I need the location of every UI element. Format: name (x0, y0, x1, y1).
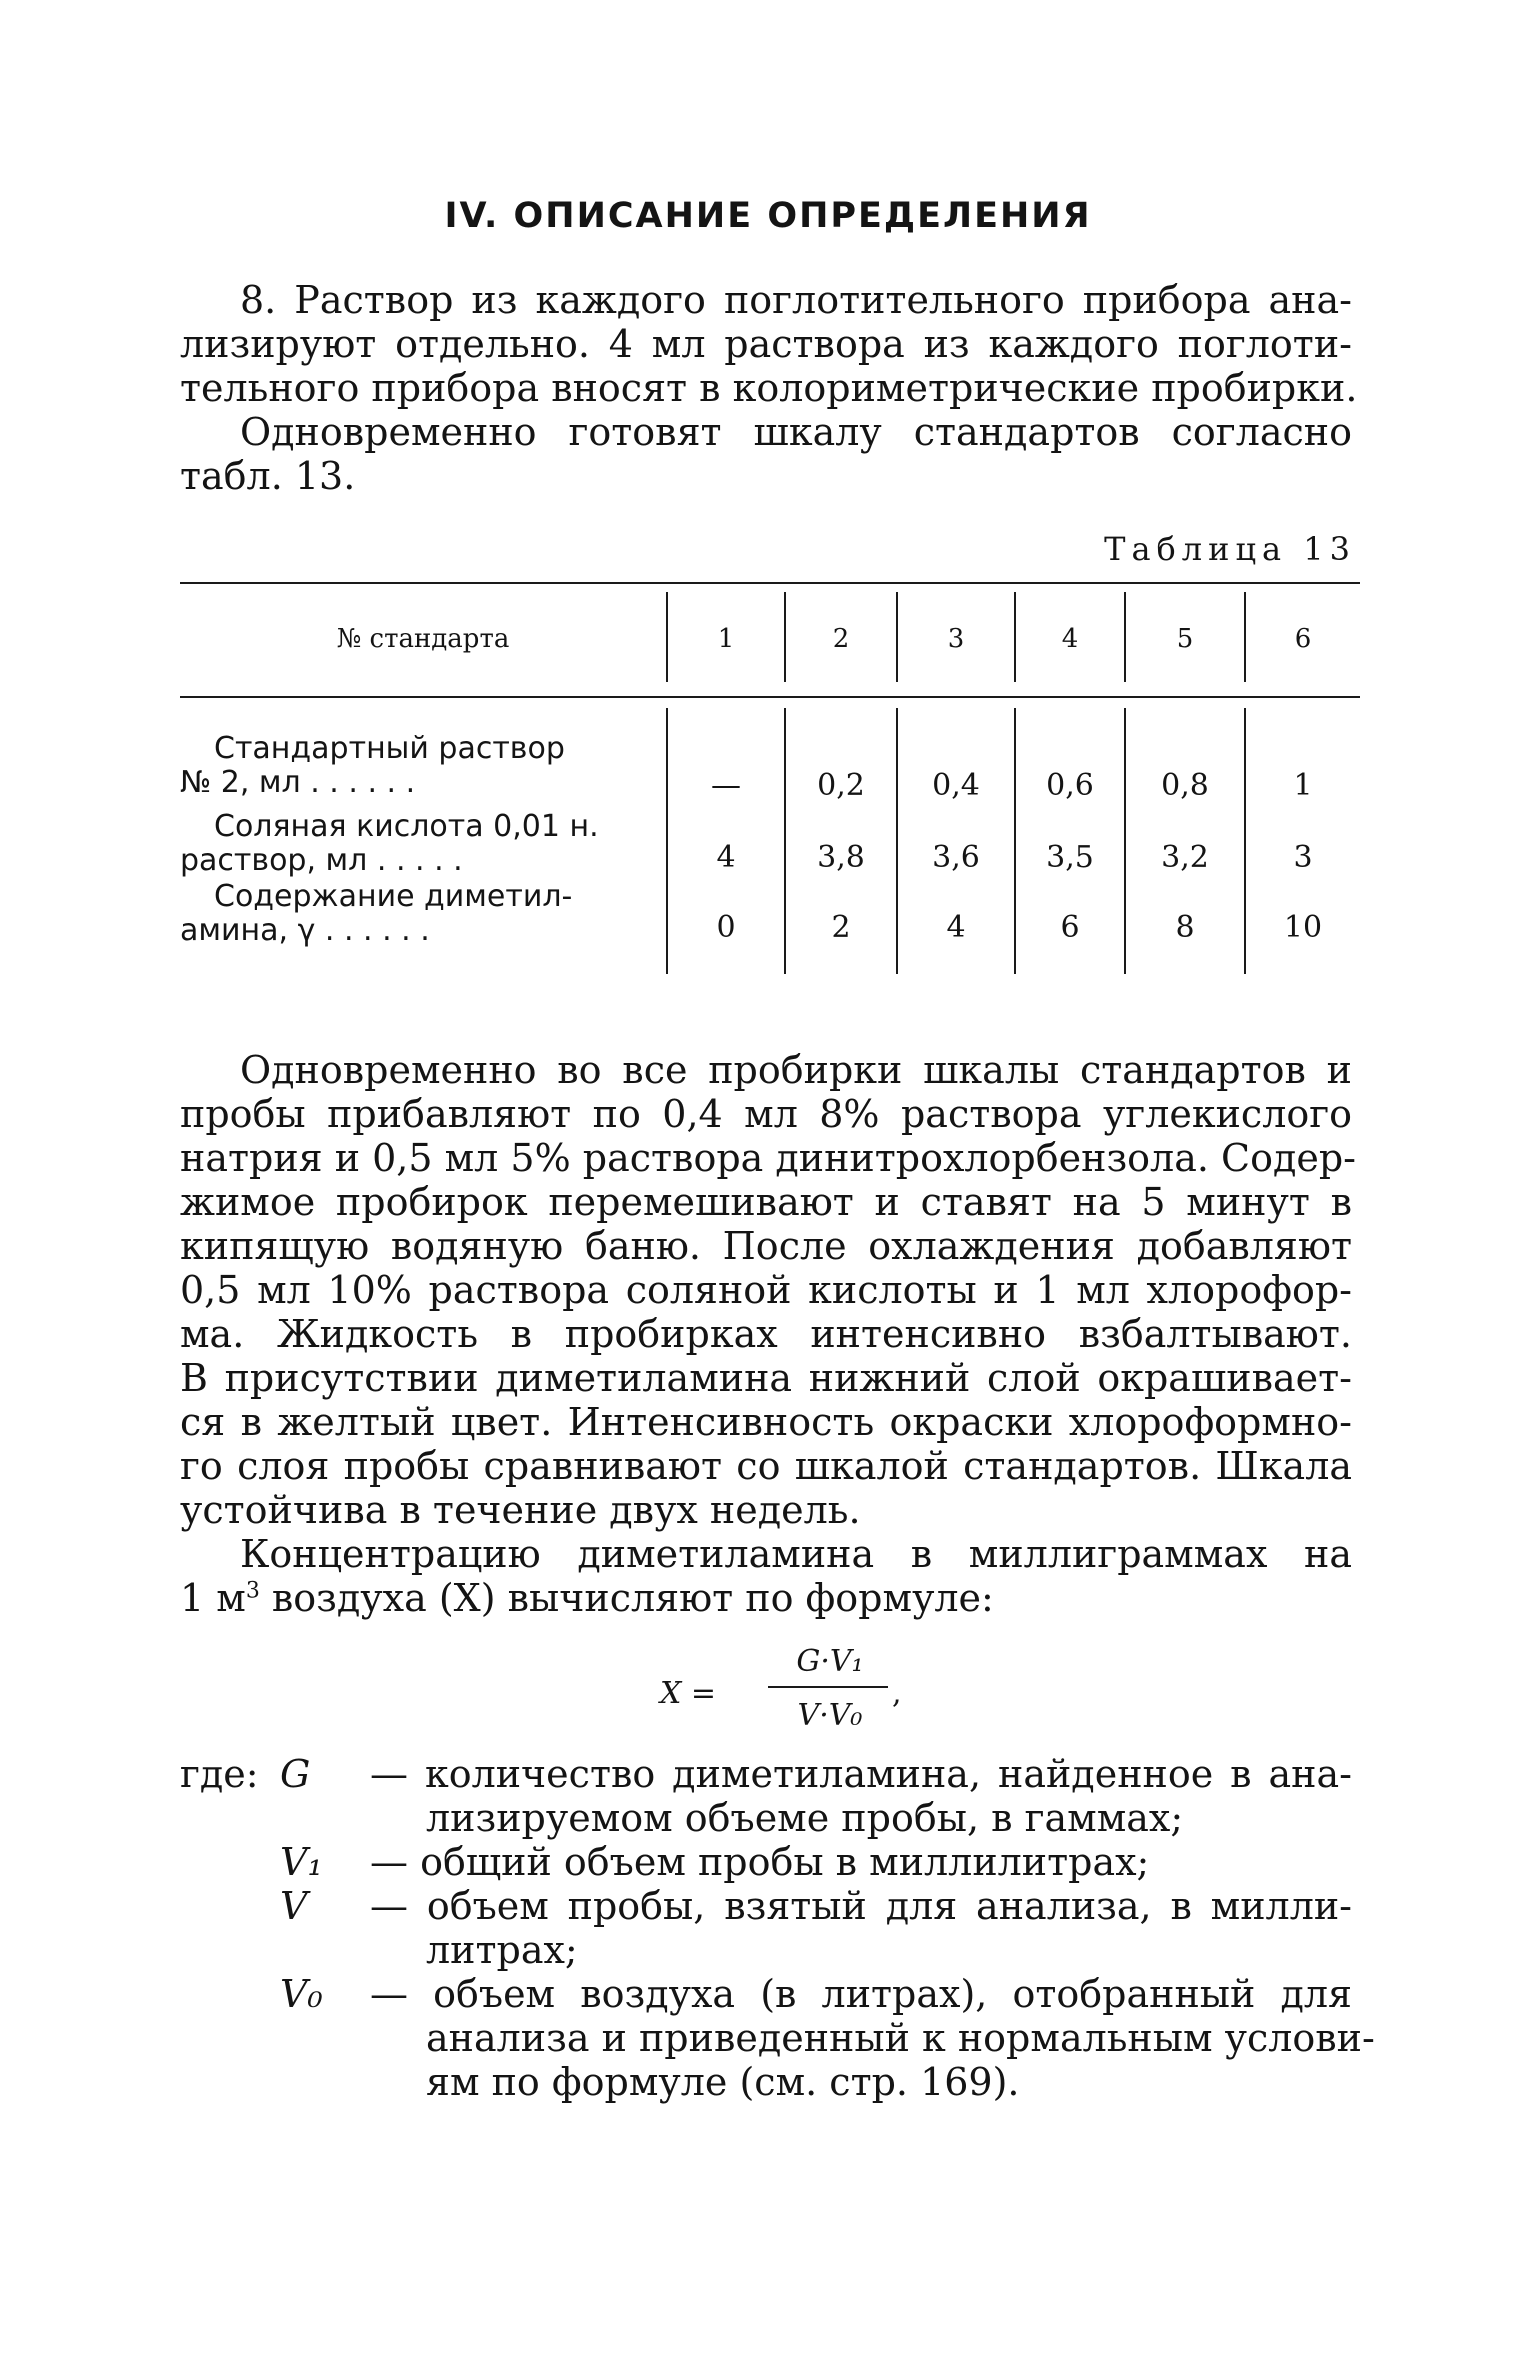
table-cell: 0 (716, 910, 736, 945)
table-row-label (180, 880, 606, 948)
paragraph-line: жимое пробирок перемешивают и ставят на 5 минут в (180, 1180, 1352, 1224)
row-label-line: амина, γ . . . . . . (180, 913, 430, 948)
paragraph-line: Одновременно во все пробирки шкалы стандартов и (240, 1048, 1352, 1092)
row-label-line: Стандартный раствор (214, 731, 565, 766)
paragraph-1 (180, 278, 1358, 498)
paragraph-line: ся в желтый цвет. Интенсивность окраски хлороформно- (180, 1400, 1352, 1444)
formula-comma: , (892, 1676, 902, 1711)
text-run: 1 м (180, 1576, 246, 1620)
definition-line: — объем воздуха (в литрах), отобранный для (370, 1972, 1352, 2016)
row-label-line: Соляная кислота 0,01 н. (214, 809, 599, 844)
formula-lhs: X = (660, 1676, 717, 1711)
table-row-label (180, 810, 606, 878)
row-label-line: Содержание диметил- (214, 879, 573, 914)
table-cell: 3 (1293, 840, 1313, 875)
section-heading: IV. ОПИСАНИЕ ОПРЕДЕЛЕНИЯ (444, 196, 1092, 236)
paragraph-line: В присутствии диметиламина нижний слой окрашивает- (180, 1356, 1352, 1400)
definition-line: — общий объем пробы в миллилитрах; (370, 1840, 1150, 1884)
standards-table (180, 584, 1360, 984)
table-cell: 0,2 (817, 768, 865, 803)
table-cell: 0,8 (1161, 768, 1209, 803)
paragraph-line: го слоя пробы сравнивают со шкалой стандартов. Шкала (180, 1444, 1352, 1488)
text-run: воздуха (X) вычисляют по формуле: (259, 1576, 994, 1620)
paragraph-line: 0,5 мл 10% раствора соляной кислоты и 1 мл хлорофор- (180, 1268, 1352, 1312)
variable-symbol: G (280, 1752, 311, 1796)
variable-symbol: V (280, 1884, 308, 1928)
variable-symbol: V₁ (280, 1840, 323, 1884)
table-cell: 8 (1175, 910, 1195, 945)
variable-symbol: V₀ (280, 1972, 323, 2016)
table-cell: 10 (1283, 910, 1323, 945)
table-cell: 4 (716, 840, 736, 875)
variable-definitions (180, 1752, 1375, 2122)
formula-numerator: G·V₁ (796, 1644, 864, 1679)
paragraph-line: натрия и 0,5 мл 5% раствора динитрохлорбензола. Содер- (180, 1136, 1357, 1180)
superscript: 3 (245, 1578, 260, 1604)
table-cell: 3,2 (1161, 840, 1209, 875)
table-header-col: 6 (1294, 624, 1312, 654)
where-prefix: где: (180, 1752, 259, 1796)
paragraph-line (180, 1576, 1352, 1620)
table-cell: 3,5 (1046, 840, 1094, 875)
table-header-col: 1 (717, 624, 735, 654)
table-cell: 1 (1293, 768, 1313, 803)
paragraph-line: табл. 13. (180, 454, 356, 498)
table-cell: 3,6 (932, 840, 980, 875)
variable-description (370, 1972, 1375, 2104)
table-row-label (180, 732, 606, 800)
table-cell: 2 (831, 910, 851, 945)
definition-line: — количество диметиламина, найденное в ана- (370, 1752, 1352, 1796)
variable-description (370, 1840, 1352, 1884)
paragraph-3 (180, 1532, 1352, 1620)
table-header-label: № стандарта (336, 624, 510, 654)
table-cell: 0,6 (1046, 768, 1094, 803)
formula-denominator: V·V₀ (797, 1698, 863, 1733)
variable-description (370, 1884, 1352, 1972)
paragraph-line: 8. Раствор из каждого поглотительного прибора ана- (240, 278, 1352, 322)
definition-line: литрах; (426, 1928, 578, 1972)
paragraph-line: ма. Жидкость в пробирках интенсивно взбалтывают. (180, 1312, 1352, 1356)
table-header-col: 4 (1061, 624, 1079, 654)
table-cell: 6 (1060, 910, 1080, 945)
table-caption: Таблица 13 (1104, 530, 1356, 568)
variable-description (370, 1752, 1352, 1840)
table-header-col: 2 (832, 624, 850, 654)
paragraph-line: Концентрацию диметиламина в миллиграммах на (240, 1532, 1352, 1576)
table-cell: 3,8 (817, 840, 865, 875)
paragraph-line: тельного прибора вносят в колориметрические пробирки. (180, 366, 1358, 410)
definition-line: анализа и приведенный к нормальным услови- (426, 2016, 1375, 2060)
paragraph-2 (180, 1048, 1357, 1532)
table-cell: 0,4 (932, 768, 980, 803)
table-header-col: 5 (1176, 624, 1194, 654)
definition-line: ям по формуле (см. стр. 169). (426, 2060, 1020, 2104)
definition-line: лизируемом объеме пробы, в гаммах; (426, 1796, 1184, 1840)
paragraph-line: пробы прибавляют по 0,4 мл 8% раствора углекислого (180, 1092, 1352, 1136)
paragraph-line: устойчива в течение двух недель. (180, 1488, 861, 1532)
paragraph-line: кипящую водяную баню. После охлаждения добавляют (180, 1224, 1352, 1268)
table-cell: 4 (946, 910, 966, 945)
table-header-col: 3 (947, 624, 965, 654)
paragraph-line: лизируют отдельно. 4 мл раствора из каждого поглоти- (180, 322, 1352, 366)
definition-line: — объем пробы, взятый для анализа, в милли- (370, 1884, 1352, 1928)
concentration-formula (620, 1632, 920, 1742)
fraction-bar (768, 1686, 888, 1688)
paragraph-line: Одновременно готовят шкалу стандартов согласно (240, 410, 1352, 454)
table-cell: — (711, 768, 741, 803)
row-label-line: раствор, мл . . . . . (180, 843, 463, 878)
row-label-line: № 2, мл . . . . . . (180, 765, 416, 800)
